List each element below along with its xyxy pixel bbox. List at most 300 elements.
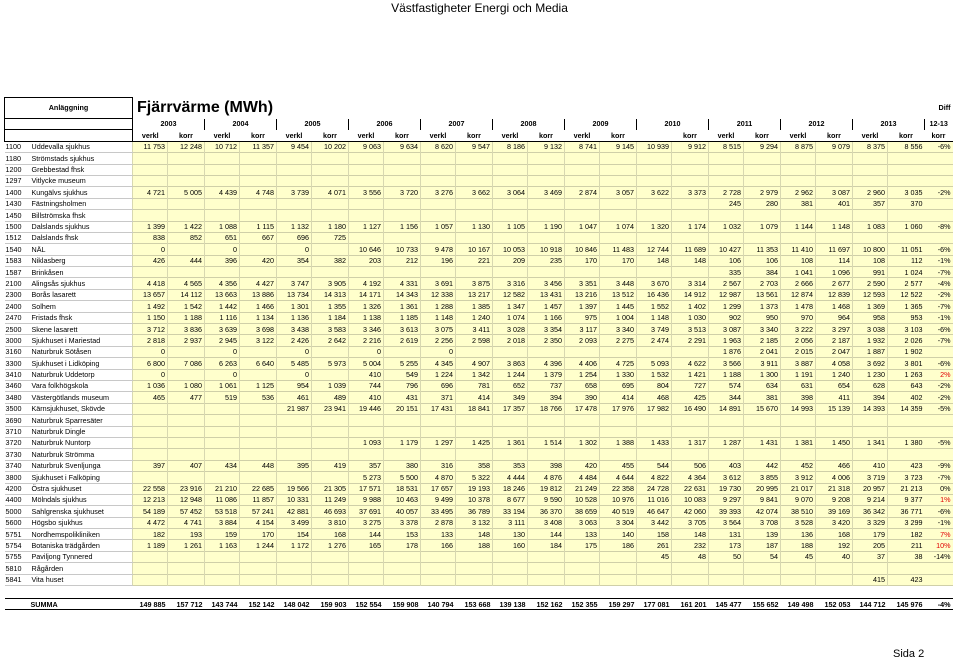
value-cell: 14 912 bbox=[672, 289, 709, 300]
subheader-cell: verkl bbox=[493, 130, 528, 141]
value-cell: 1 083 bbox=[853, 221, 888, 232]
value-cell bbox=[816, 426, 853, 437]
value-cell bbox=[277, 164, 312, 175]
value-cell: 2 590 bbox=[853, 278, 888, 289]
table-row bbox=[5, 324, 953, 335]
value-cell bbox=[277, 415, 312, 426]
value-cell: 402 bbox=[888, 392, 925, 403]
value-cell: 3 612 bbox=[709, 472, 744, 483]
diff-cell bbox=[925, 175, 953, 186]
value-cell bbox=[384, 563, 421, 574]
table-row bbox=[5, 232, 953, 243]
value-cell bbox=[168, 198, 205, 209]
value-cell: 14 993 bbox=[781, 403, 816, 414]
value-cell bbox=[709, 210, 744, 221]
value-cell: 1 096 bbox=[816, 267, 853, 278]
table-row bbox=[5, 506, 953, 517]
value-cell bbox=[349, 551, 384, 562]
value-cell bbox=[312, 437, 349, 448]
value-cell: 1 457 bbox=[528, 301, 565, 312]
value-cell bbox=[421, 449, 456, 460]
diff-cell: -7% bbox=[925, 267, 953, 278]
diff-cell: -6% bbox=[925, 358, 953, 369]
value-cell: 21 305 bbox=[312, 483, 349, 494]
value-cell: 10 427 bbox=[709, 244, 744, 255]
value-cell: 10 528 bbox=[565, 494, 600, 505]
value-cell bbox=[133, 449, 168, 460]
facility-name: Kärnsjukhuset, Skövde bbox=[30, 403, 133, 414]
value-cell: 0 bbox=[277, 346, 312, 357]
sum-value-cell: 143 744 bbox=[205, 599, 240, 610]
value-cell bbox=[816, 164, 853, 175]
diff-cell: -2% bbox=[925, 187, 953, 198]
value-cell: 407 bbox=[168, 460, 205, 471]
value-cell: 2 216 bbox=[349, 335, 384, 346]
diff-cell: -2% bbox=[925, 392, 953, 403]
value-cell bbox=[709, 563, 744, 574]
value-cell: 1 060 bbox=[888, 221, 925, 232]
value-cell: 390 bbox=[565, 392, 600, 403]
value-cell bbox=[528, 426, 565, 437]
value-cell: 1 297 bbox=[421, 437, 456, 448]
value-cell: 1 185 bbox=[384, 312, 421, 323]
value-cell bbox=[277, 210, 312, 221]
diff-cell: -6% bbox=[925, 324, 953, 335]
value-cell: 1 190 bbox=[528, 221, 565, 232]
value-cell bbox=[528, 449, 565, 460]
value-cell: 652 bbox=[493, 380, 528, 391]
value-cell: 168 bbox=[816, 529, 853, 540]
value-cell: 4 345 bbox=[421, 358, 456, 369]
value-cell: 519 bbox=[205, 392, 240, 403]
value-cell bbox=[277, 472, 312, 483]
table-row bbox=[5, 244, 953, 255]
value-cell: 160 bbox=[493, 540, 528, 551]
value-cell: 20 957 bbox=[853, 483, 888, 494]
value-cell: 0 bbox=[277, 369, 312, 380]
diff-cell: -1% bbox=[925, 255, 953, 266]
value-cell bbox=[600, 426, 637, 437]
value-cell: 1 932 bbox=[853, 335, 888, 346]
value-cell: 17 478 bbox=[565, 403, 600, 414]
value-cell bbox=[168, 153, 205, 164]
value-cell: 3 720 bbox=[384, 187, 421, 198]
value-cell: 11 410 bbox=[781, 244, 816, 255]
value-cell bbox=[600, 346, 637, 357]
value-cell: 4 870 bbox=[421, 472, 456, 483]
value-cell bbox=[672, 563, 709, 574]
value-cell bbox=[133, 437, 168, 448]
facility-name: Sjukhuset i Mariestad bbox=[30, 335, 133, 346]
value-cell: 468 bbox=[637, 392, 672, 403]
table-row bbox=[5, 437, 953, 448]
value-cell bbox=[781, 210, 816, 221]
value-cell: 209 bbox=[493, 255, 528, 266]
value-cell: 130 bbox=[493, 529, 528, 540]
value-cell: 261 bbox=[637, 540, 672, 551]
value-cell: 8 186 bbox=[493, 141, 528, 152]
value-cell: 33 194 bbox=[493, 506, 528, 517]
value-cell: 232 bbox=[672, 540, 709, 551]
value-cell bbox=[312, 267, 349, 278]
value-cell: 148 bbox=[672, 255, 709, 266]
value-cell bbox=[781, 153, 816, 164]
value-cell bbox=[312, 472, 349, 483]
value-cell: 19 193 bbox=[456, 483, 493, 494]
facility-code: 3740 bbox=[5, 460, 30, 471]
value-cell bbox=[133, 210, 168, 221]
value-cell: 2 275 bbox=[600, 335, 637, 346]
value-cell: 0 bbox=[133, 369, 168, 380]
value-cell: 12 522 bbox=[888, 289, 925, 300]
value-cell: 9 214 bbox=[853, 494, 888, 505]
value-cell bbox=[456, 426, 493, 437]
value-cell: 1 188 bbox=[709, 369, 744, 380]
table-row bbox=[5, 301, 953, 312]
value-cell bbox=[744, 210, 781, 221]
value-cell: 3 566 bbox=[709, 358, 744, 369]
value-cell: 10 976 bbox=[600, 494, 637, 505]
value-cell: 3 275 bbox=[349, 517, 384, 528]
table-row bbox=[5, 175, 953, 186]
value-cell bbox=[168, 244, 205, 255]
value-cell: 2 047 bbox=[816, 346, 853, 357]
value-cell: 17 431 bbox=[421, 403, 456, 414]
sum-value-cell: 152 355 bbox=[565, 599, 600, 610]
value-cell: 11 689 bbox=[672, 244, 709, 255]
value-cell: 2 598 bbox=[456, 335, 493, 346]
value-cell bbox=[312, 153, 349, 164]
value-cell: 1 148 bbox=[421, 312, 456, 323]
value-cell bbox=[168, 574, 205, 585]
value-cell: 1 138 bbox=[349, 312, 384, 323]
facility-name: Vara folkhögskola bbox=[30, 380, 133, 391]
value-cell: 36 771 bbox=[888, 506, 925, 517]
value-cell: 3 556 bbox=[349, 187, 384, 198]
value-cell: 1 399 bbox=[133, 221, 168, 232]
value-cell bbox=[888, 449, 925, 460]
value-cell: 10 083 bbox=[672, 494, 709, 505]
value-cell: 442 bbox=[744, 460, 781, 471]
value-cell bbox=[349, 267, 384, 278]
value-cell: 21 318 bbox=[816, 483, 853, 494]
table-row bbox=[5, 472, 953, 483]
value-cell: 1 478 bbox=[781, 301, 816, 312]
value-cell bbox=[565, 449, 600, 460]
value-cell: 11 249 bbox=[312, 494, 349, 505]
value-cell: 4 396 bbox=[528, 358, 565, 369]
value-cell: 696 bbox=[277, 232, 312, 243]
value-cell: 1 320 bbox=[637, 221, 672, 232]
value-cell bbox=[421, 175, 456, 186]
value-cell: 3 064 bbox=[493, 187, 528, 198]
value-cell: 139 bbox=[744, 529, 781, 540]
value-cell: 1 492 bbox=[133, 301, 168, 312]
value-cell: 1 425 bbox=[456, 437, 493, 448]
sum-value-cell: 140 794 bbox=[421, 599, 456, 610]
value-cell: 148 bbox=[637, 255, 672, 266]
value-cell: 1 024 bbox=[888, 267, 925, 278]
value-cell: 1 180 bbox=[312, 221, 349, 232]
value-cell bbox=[781, 415, 816, 426]
value-cell bbox=[637, 164, 672, 175]
value-cell: 4 071 bbox=[312, 187, 349, 198]
value-cell bbox=[168, 563, 205, 574]
value-cell bbox=[672, 346, 709, 357]
value-cell bbox=[168, 437, 205, 448]
value-cell: 1 041 bbox=[781, 267, 816, 278]
value-cell: 1 287 bbox=[709, 437, 744, 448]
value-cell bbox=[853, 164, 888, 175]
facility-code: 5751 bbox=[5, 529, 30, 540]
value-cell: 1 130 bbox=[456, 221, 493, 232]
value-cell: 3 723 bbox=[888, 472, 925, 483]
value-cell: 45 bbox=[637, 551, 672, 562]
value-cell: 13 217 bbox=[456, 289, 493, 300]
value-cell bbox=[384, 449, 421, 460]
value-cell: 9 634 bbox=[384, 141, 421, 152]
value-cell: 1 361 bbox=[384, 301, 421, 312]
table-row bbox=[5, 517, 953, 528]
facility-code: 1400 bbox=[5, 187, 30, 198]
value-cell: 15 670 bbox=[744, 403, 781, 414]
value-cell: 182 bbox=[888, 529, 925, 540]
value-cell: 975 bbox=[565, 312, 600, 323]
value-cell: 36 342 bbox=[853, 506, 888, 517]
chart-title: Fjärrvärme (MWh) bbox=[137, 99, 274, 117]
value-cell: 3 373 bbox=[672, 187, 709, 198]
value-cell: 11 353 bbox=[744, 244, 781, 255]
facility-name: Skene lasarett bbox=[30, 324, 133, 335]
value-cell: 7 086 bbox=[168, 358, 205, 369]
value-cell: 1 061 bbox=[205, 380, 240, 391]
value-cell: 420 bbox=[565, 460, 600, 471]
value-cell: 3 469 bbox=[528, 187, 565, 198]
value-cell: 1 156 bbox=[384, 221, 421, 232]
facility-name: Brinkåsen bbox=[30, 267, 133, 278]
value-cell bbox=[672, 232, 709, 243]
value-cell: 3 408 bbox=[528, 517, 565, 528]
value-cell bbox=[240, 437, 277, 448]
value-cell: 3 340 bbox=[744, 324, 781, 335]
year-header: 2005 bbox=[277, 119, 349, 130]
value-cell bbox=[600, 198, 637, 209]
value-cell: 354 bbox=[277, 255, 312, 266]
value-cell bbox=[493, 153, 528, 164]
value-cell: 1 179 bbox=[384, 437, 421, 448]
value-cell bbox=[744, 426, 781, 437]
subheader-cell: korr bbox=[925, 130, 953, 141]
facility-name: Sjukhuset i Falköping bbox=[30, 472, 133, 483]
value-cell bbox=[421, 198, 456, 209]
value-cell: 42 881 bbox=[277, 506, 312, 517]
value-cell bbox=[384, 346, 421, 357]
value-cell: 13 657 bbox=[133, 289, 168, 300]
page-number: Sida 2 bbox=[893, 648, 925, 660]
value-cell bbox=[744, 175, 781, 186]
value-cell: 1 125 bbox=[240, 380, 277, 391]
value-cell: 20 995 bbox=[744, 483, 781, 494]
value-cell: 744 bbox=[349, 380, 384, 391]
value-cell: 1 365 bbox=[888, 301, 925, 312]
value-cell: 16 490 bbox=[672, 403, 709, 414]
table-row bbox=[5, 187, 953, 198]
value-cell bbox=[493, 267, 528, 278]
value-cell: 211 bbox=[888, 540, 925, 551]
facility-name: Naturbruk Sparresäter bbox=[30, 415, 133, 426]
value-cell: 12 948 bbox=[168, 494, 205, 505]
value-cell: 2 093 bbox=[565, 335, 600, 346]
value-cell: 2 187 bbox=[816, 335, 853, 346]
facility-code: 3800 bbox=[5, 472, 30, 483]
value-cell: 0 bbox=[133, 346, 168, 357]
value-cell: 3 622 bbox=[637, 187, 672, 198]
value-cell bbox=[349, 232, 384, 243]
value-cell: 902 bbox=[709, 312, 744, 323]
value-cell: 6 263 bbox=[205, 358, 240, 369]
value-cell bbox=[240, 449, 277, 460]
page-title: Västfastigheter Energi och Media bbox=[391, 1, 568, 15]
value-cell: 3 691 bbox=[421, 278, 456, 289]
value-cell: 1 080 bbox=[168, 380, 205, 391]
value-cell: 1 039 bbox=[312, 380, 349, 391]
diff-cell bbox=[925, 346, 953, 357]
value-cell: 9 590 bbox=[528, 494, 565, 505]
value-cell bbox=[709, 164, 744, 175]
table-row bbox=[5, 540, 953, 551]
value-cell: 154 bbox=[277, 529, 312, 540]
value-cell: 804 bbox=[637, 380, 672, 391]
facility-name: Dalslands fhsk bbox=[30, 232, 133, 243]
value-cell: 1 299 bbox=[709, 301, 744, 312]
value-cell bbox=[637, 426, 672, 437]
value-cell: 18 841 bbox=[456, 403, 493, 414]
value-cell: 3 103 bbox=[888, 324, 925, 335]
value-cell: 1 902 bbox=[888, 346, 925, 357]
value-cell: 11 857 bbox=[240, 494, 277, 505]
value-cell bbox=[637, 267, 672, 278]
value-cell bbox=[205, 415, 240, 426]
value-cell bbox=[421, 426, 456, 437]
value-cell bbox=[637, 574, 672, 585]
value-cell bbox=[493, 164, 528, 175]
diff-cell bbox=[925, 164, 953, 175]
value-cell: 1 057 bbox=[421, 221, 456, 232]
value-cell bbox=[528, 574, 565, 585]
value-cell: 2 962 bbox=[781, 187, 816, 198]
value-cell: 14 393 bbox=[853, 403, 888, 414]
value-cell: 2 567 bbox=[709, 278, 744, 289]
value-cell: 21 213 bbox=[888, 483, 925, 494]
diff-cell: -6% bbox=[925, 506, 953, 517]
value-cell bbox=[456, 574, 493, 585]
value-cell: 3 639 bbox=[205, 324, 240, 335]
value-cell bbox=[781, 232, 816, 243]
facility-name: Grebbestad fhsk bbox=[30, 164, 133, 175]
year-header: 2009 bbox=[565, 119, 637, 130]
value-cell: 3 420 bbox=[816, 517, 853, 528]
value-cell: 1 468 bbox=[816, 301, 853, 312]
value-cell: 166 bbox=[421, 540, 456, 551]
value-cell: 112 bbox=[888, 255, 925, 266]
value-cell bbox=[240, 574, 277, 585]
value-cell: 4 725 bbox=[600, 358, 637, 369]
value-cell bbox=[528, 415, 565, 426]
value-cell: 2 026 bbox=[888, 335, 925, 346]
value-cell bbox=[600, 175, 637, 186]
value-cell: 3 038 bbox=[853, 324, 888, 335]
value-cell bbox=[168, 403, 205, 414]
value-cell bbox=[637, 563, 672, 574]
value-cell: 3 905 bbox=[312, 278, 349, 289]
value-cell: 3 075 bbox=[421, 324, 456, 335]
value-cell bbox=[709, 574, 744, 585]
value-cell bbox=[493, 449, 528, 460]
facility-code: 1180 bbox=[5, 153, 30, 164]
value-cell: 2 818 bbox=[133, 335, 168, 346]
diff-label: Diff bbox=[938, 103, 951, 113]
value-cell: 280 bbox=[744, 198, 781, 209]
value-cell bbox=[240, 563, 277, 574]
value-cell bbox=[312, 198, 349, 209]
value-cell bbox=[349, 415, 384, 426]
value-cell: 452 bbox=[781, 460, 816, 471]
diff-cell: -2% bbox=[925, 380, 953, 391]
value-cell: 3 912 bbox=[781, 472, 816, 483]
value-cell: 179 bbox=[853, 529, 888, 540]
subheader-cell: korr bbox=[168, 130, 205, 141]
value-cell: 4 058 bbox=[816, 358, 853, 369]
value-cell bbox=[456, 232, 493, 243]
value-cell: 19 812 bbox=[528, 483, 565, 494]
value-cell: 13 734 bbox=[277, 289, 312, 300]
value-cell bbox=[493, 232, 528, 243]
facility-code: 2470 bbox=[5, 312, 30, 323]
value-cell: 9 377 bbox=[888, 494, 925, 505]
value-cell: 5 273 bbox=[349, 472, 384, 483]
year-header: 2013 bbox=[853, 119, 925, 130]
value-cell bbox=[133, 426, 168, 437]
value-cell: 370 bbox=[888, 198, 925, 209]
value-cell: 1 230 bbox=[853, 369, 888, 380]
value-cell bbox=[493, 551, 528, 562]
value-cell: 426 bbox=[133, 255, 168, 266]
value-cell bbox=[277, 574, 312, 585]
value-cell bbox=[277, 551, 312, 562]
value-cell: 13 886 bbox=[240, 289, 277, 300]
value-cell: 2 878 bbox=[421, 517, 456, 528]
value-cell bbox=[744, 415, 781, 426]
value-cell bbox=[565, 232, 600, 243]
value-cell: 21 987 bbox=[277, 403, 312, 414]
subheader-cell: korr bbox=[312, 130, 349, 141]
value-cell: 1 189 bbox=[133, 540, 168, 551]
value-cell bbox=[853, 175, 888, 186]
value-cell: 1 379 bbox=[528, 369, 565, 380]
value-cell: 23 916 bbox=[168, 483, 205, 494]
value-cell: 4 741 bbox=[168, 517, 205, 528]
year-header: 2010 bbox=[637, 119, 709, 130]
sum-value-cell: 159 903 bbox=[312, 599, 349, 610]
value-cell: 3 448 bbox=[600, 278, 637, 289]
value-cell: 4 364 bbox=[672, 472, 709, 483]
value-cell: 10 167 bbox=[456, 244, 493, 255]
value-cell bbox=[600, 164, 637, 175]
value-cell: 12 213 bbox=[133, 494, 168, 505]
value-cell: 477 bbox=[168, 392, 205, 403]
value-cell: 22 631 bbox=[672, 483, 709, 494]
value-cell bbox=[421, 210, 456, 221]
